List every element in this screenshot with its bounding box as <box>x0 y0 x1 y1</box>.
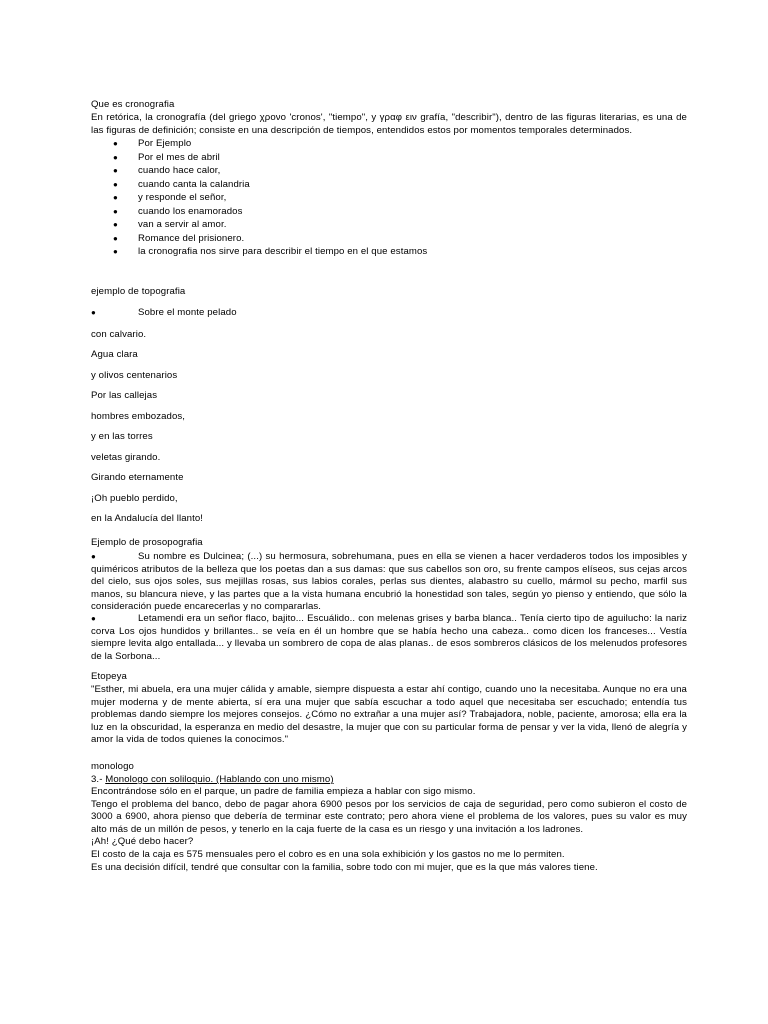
list-item: ● cuando los enamorados <box>113 205 243 217</box>
paragraph: Es una decisión difícil, tendré que consultar con la familia, sobre todo con mi mujer, que es la que más valores tiene. <box>91 861 598 873</box>
section-title-etopeya: Etopeya <box>91 671 127 682</box>
monologo-heading: 3.- Monologo con soliloquio. (Hablando con uno mismo) <box>91 774 334 785</box>
verse-line: con calvario. <box>91 329 147 340</box>
monologo-body <box>91 786 687 874</box>
paragraph: El costo de la caja es 575 mensuales pero el cobro es en una sola exhibición y los gastos no me lo permiten. <box>91 848 565 860</box>
verse-line: en la Andalucía del llanto! <box>91 513 204 524</box>
prosopografia-item-2: ● Letamendi era un señor flaco, bajito... Escuálido.. con melenas grises y barba blanca.. Tenía cierto tipo de aguilucho: la nariz corva Los ojos hundidos y brillantes.. se veía en él un hombre que se había hecho una cabeza.. como dicen los franceses... Vestía siempre levita algo entallada... y llevaba un sombrero de copa de alas planas.. de esos sombreros clásicos de los melenudos profesores de la Sorbona... <box>91 613 687 662</box>
verse-line: ¡Oh pueblo perdido, <box>91 493 178 504</box>
bullet-icon: ● <box>113 152 118 162</box>
paragraph: Tengo el problema del banco, debo de pagar ahora 6900 pesos por los servicios de caja de seguridad, pero como subieron el costo de 3000 a 6900, ahora pienso que debería de terminar este contrato; pero ahora viene el problema de los valores, pues su valor es muy alto más de un millón de pesos, y tenerlo en la caja fuerte de la casa es un riesgo y una invitación a los ladrones. <box>91 798 687 835</box>
bullet-icon: ● <box>113 179 118 189</box>
verse-line: veletas girando. <box>91 452 161 463</box>
bullet-icon: ● <box>113 166 118 175</box>
bullet-icon: ● <box>91 614 96 623</box>
list-item: ● van a servir al amor. <box>113 219 227 230</box>
cronografia-list <box>91 137 687 259</box>
verse-line: Por las callejas <box>91 390 158 401</box>
bullet-icon: ● <box>113 193 118 202</box>
verse-line: Agua clara <box>91 349 138 360</box>
verse-line: y olivos centenarios <box>91 370 178 381</box>
list-item: ● cuando canta la calandria <box>113 178 250 190</box>
paragraph: ¡Ah! ¿Qué debo hacer? <box>91 836 194 848</box>
bullet-icon: ● <box>113 247 118 256</box>
section-title-topografia: ejemplo de topografia <box>91 286 186 297</box>
prosopografia-item-1: ● Su nombre es Dulcinea; (...) su hermosura, sobrehumana, pues en ella se vienen a hacer verdaderos todos los imposibles y quiméricos atributos de la belleza que los poetas dan a sus damas: que sus cabellos son oro, su frente campos elíseos, sus cejas arcos del cielo, sus ojos soles, sus mejillas rosas, sus labios corales, perlas sus dientes, alabastro su cuello, mármol su pecho, marfil sus manos, su blancura nieve, y las partes que a la vista humana encubrió la honestidad son tales, según yo pienso y entiendo, que sólo la consideración puede encarecerlas y no compararlas. <box>91 551 687 613</box>
verse-line: hombres embozados, <box>91 411 186 422</box>
document-page: Que es cronografia En retórica, la cronografía (del griego χρονο 'cronos', "tiempo", y γραφ ειν grafía, "describir"), dentro de las figuras literarias, es una de las figuras de definición; consiste en una descripción de tiempos, entendidos estos por momentos temporales determinados. ● Por Ejemplo ● Por el mes de abril ● cuando hace calor, ● cuando canta la calandria ● y responde el señor, ● cuando los enamorados ● van a servir al amor. ● Romance del prisionero. ● la cronografia nos sirve para describir el tiempo en el que estamos ejemplo de topografia ● Sobre el monte pelado con calvario. Agua clara y olivos centenarios Por las callejas hombres embozados, y en las torres veletas girando. Girando eternamente ¡Oh pueblo perdido, en la Andalucía del llanto! Ejemplo de prosopografia ● Su nombre es Dulcinea; (...) su hermosura, sobrehumana, pues en ella se vienen a hacer verdaderos todos los imposibles y quiméricos atributos de la belleza que los poetas dan a sus damas: que sus cabellos son oro, su frente campos elíseos, sus cejas arcos del cielo, sus ojos soles, sus mejillas rosas, sus labios corales, perlas sus dientes, alabastro su cuello, mármol su pecho, marfil sus manos, su blancura nieve, y las partes que a la vista humana encubrió la honestidad son tales, según yo pienso y entiendo, que sólo la consideración puede encarecerlas y no compararlas. ● Letamendi era un señor flaco, bajito... Escuálido.. con melenas grises y barba blanca.. Tenía cierto tipo de aguilucho: la nariz corva Los ojos hundidos y brillantes.. se veía en él un hombre que se había hecho una cabeza.. como dicen los franceses... Vestía siempre levita algo entallada... y llevaba un sombrero de copa de alas planas.. de esos sombreros clásicos de los melenudos profesores de la Sorbona... Etopeya "Esther, mi abuela, era una mujer cálida y amable, siempre dispuesta a estar ahí contigo, cuando uno la necesitaba. Aunque no era una mujer moderna y de mente abierta, sí era una mujer que sabía escuchar a todo aquel que necesitaba ser escuchado; entendía tus problemas dando siempre los mejores consejos. ¿Cómo no extrañar a una mujer así? Trabajadora, noble, paciente, amorosa; ella era la luz en la obscuridad, la esperanza en medio del desastre, la mujer que con su particular forma de pensar y ver la vida, llenó de alegría y amor la vida de todos quienes la conocimos." monologo 3.- Monologo con soliloquio. (Hablando con uno mismo) Encontrándose sólo en el parque, un padre de familia empieza a hablar con sigo mismo. Tengo el problema del banco, debo de pagar ahora 6900 pesos por los servicios de caja de seguridad, pero como subieron el costo de 3000 a 6900, ahora pienso que debería de terminar este contrato; pero ahora viene el problema de los valores, pues su valor es muy alto más de un millón de pesos, y tenerlo en la caja fuerte de la casa es un riesgo y una invitación a los ladrones. ¡Ah! ¿Qué debo hacer? El costo de la caja es 575 mensuales pero el cobro es en una sola exhibición y los gastos no me lo permiten. Es una decisión difícil, tendré que consultar con la familia, sobre todo con mi mujer, que es la que más valores tiene. <box>91 99 687 873</box>
bullet-icon: ● <box>113 233 118 243</box>
verse-line: Girando eternamente <box>91 472 184 483</box>
list-item: ● y responde el señor, <box>113 192 227 203</box>
paragraph: Encontrándose sólo en el parque, un padre de familia empieza a hablar con sigo mismo. <box>91 786 476 797</box>
section-title-monologo: monologo <box>91 761 134 772</box>
section-title-prosopografia: Ejemplo de prosopografia <box>91 537 203 548</box>
list-item: ● Romance del prisionero. <box>113 232 245 244</box>
bullet-icon: ● <box>91 552 96 561</box>
section-title-cronografia: Que es cronografia <box>91 99 175 110</box>
bullet-icon: ● <box>113 220 118 229</box>
list-item: ● Por el mes de abril <box>113 151 220 163</box>
bullet-icon: ● <box>91 308 96 317</box>
list-item: ● Por Ejemplo <box>113 138 192 149</box>
verse-line: y en las torres <box>91 431 153 442</box>
bullet-icon: ● <box>113 206 118 216</box>
list-item: ● la cronografia nos sirve para describir el tiempo en el que estamos <box>113 246 428 257</box>
etopeya-paragraph: "Esther, mi abuela, era una mujer cálida y amable, siempre dispuesta a estar ahí contigo, cuando uno la necesitaba. Aunque no era una mujer moderna y de mente abierta, sí era una mujer que sabía escuchar a todo aquel que necesitaba ser escuchado; entendía tus problemas dando siempre los mejores consejos. ¿Cómo no extrañar a una mujer así? Trabajadora, noble, paciente, amorosa; ella era la luz en la obscuridad, la esperanza en medio del desastre, la mujer que con su particular forma de pensar y ver la vida, llenó de alegría y amor la vida de todos quienes la conocimos." <box>91 684 687 746</box>
list-item: ● cuando hace calor, <box>113 165 221 176</box>
bullet-icon: ● <box>113 139 118 148</box>
cronografia-paragraph: En retórica, la cronografía (del griego χρονο 'cronos', "tiempo", y γραφ ειν grafía, "describir"), dentro de las figuras literarias, es una de las figuras de definición; consiste en una descripción de tiempos, entendidos estos por momentos temporales determinados. <box>91 112 687 136</box>
